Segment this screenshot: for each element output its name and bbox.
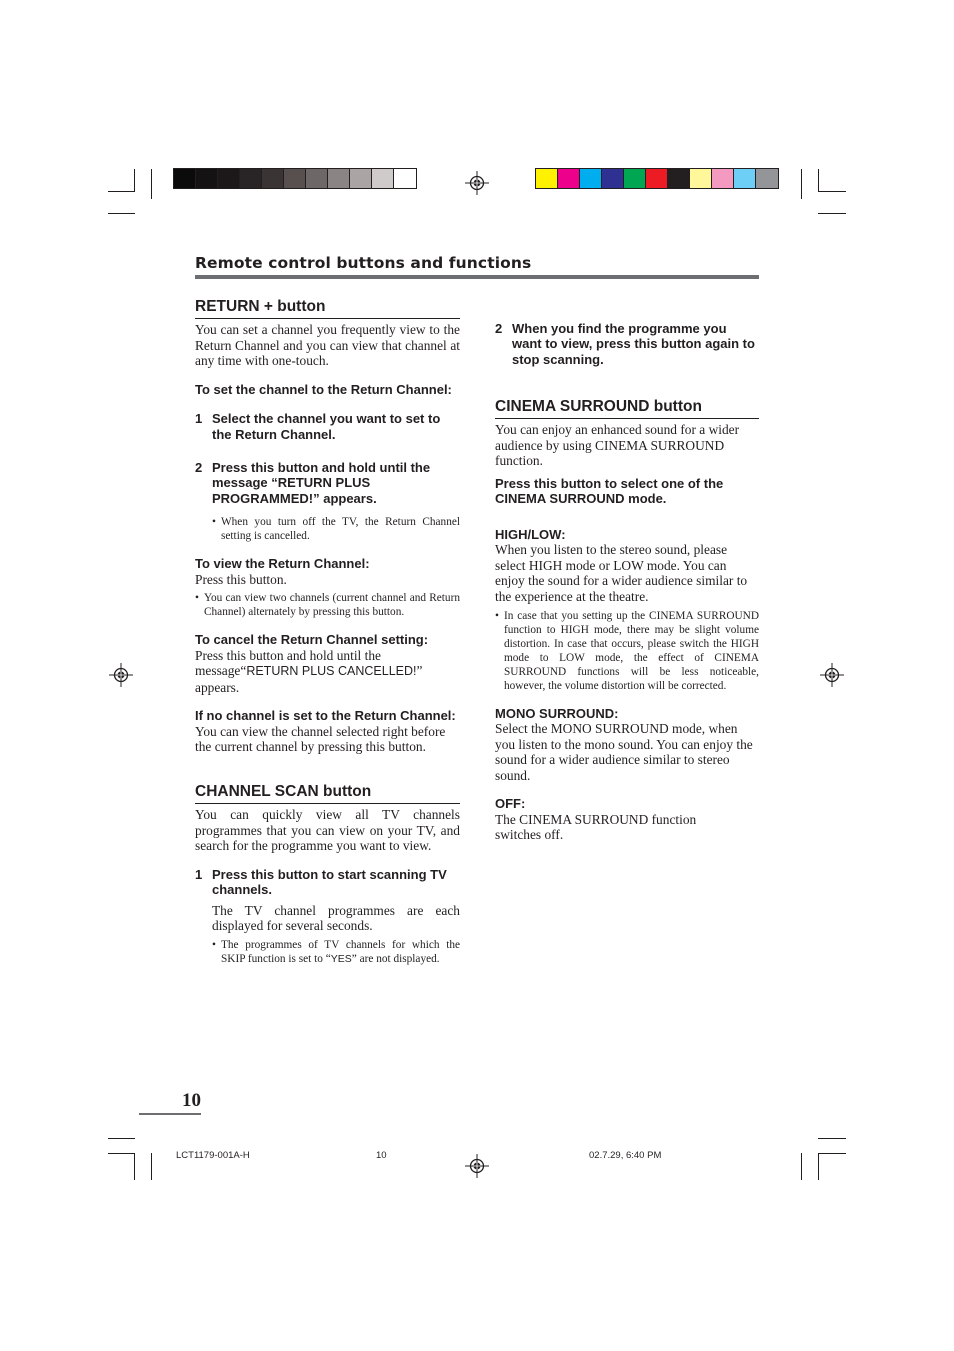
gray-swatch [284,169,306,188]
scan-section [195,782,460,966]
gray-swatch [218,169,240,188]
yes-value: YES [330,952,352,965]
note-text: In case that you setting up the CINEMA SURROUND function to HIGH mode, there may be slight volume distortion. In case that occurs, please switch the HIGH mode to LOW mode, the effect of CINEMA SURROUND functions will be less noticeable, however, the volume distortion will be corrected. [504,609,759,692]
color-calibration-bar [535,168,779,189]
bullet: • [212,938,216,951]
note-part: ” are not displayed. [351,952,440,965]
gray-swatch [240,169,262,188]
cancel-text-part: Press this button and hold until the message“ [195,647,381,679]
cancel-text-part: ” appears. [195,663,423,695]
step-text: Select the channel you want to set to the Return Channel. [212,411,441,442]
color-swatch [756,169,778,188]
off-text: The CINEMA SURROUND function switches off. [495,811,697,843]
footer-doc-code: LCT1179-001A-H [176,1150,250,1161]
scan-intro: You can quickly view all TV channels programmes that you can view on your TV, and search for the programme you want to view. [195,807,460,854]
footer-page: 10 [376,1150,387,1161]
return-cancel-text [195,648,460,696]
cancel-message: RETURN PLUS CANCELLED! [246,664,417,679]
return-section [195,297,460,755]
color-swatch [668,169,690,188]
step-number: 1 [195,866,203,882]
note-text [221,938,460,966]
cinema-section [495,397,759,843]
return-section-title: RETURN + button [195,297,460,319]
cinema-section-title: CINEMA SURROUND button [495,397,759,419]
color-swatch [712,169,734,188]
return-cancel-heading: To cancel the Return Channel setting: [195,632,429,648]
cinema-instruction: Press this button to select one of the CINEMA SURROUND mode. [495,476,724,507]
return-step-2-note [212,515,460,543]
off-heading: OFF: [495,796,526,812]
right-column [495,321,759,843]
registration-mark-icon [465,1154,489,1178]
gray-swatch [196,169,218,188]
scan-section-title: CHANNEL SCAN button [195,782,460,804]
return-set-heading: To set the channel to the Return Channel: [195,381,452,397]
step-number: 2 [495,321,503,336]
registration-mark-icon [465,171,489,195]
registration-mark-icon [820,663,844,687]
color-swatch [536,169,558,188]
gray-swatch [306,169,328,188]
color-swatch [602,169,624,188]
high-low-note [495,609,759,693]
return-step-1 [195,411,460,442]
color-swatch [580,169,602,188]
color-swatch [624,169,646,188]
scan-step-1 [195,867,460,898]
color-swatch [646,169,668,188]
return-nochannel-text: You can view the channel selected right before the current channel by pressing this button. [195,723,446,755]
gray-swatch [174,169,196,188]
registration-mark-icon [109,663,133,687]
note-text: When you turn off the TV, the Return Channel setting is cancelled. [221,516,460,543]
gray-swatch [394,169,416,188]
high-low-heading: HIGH/LOW: [495,526,566,542]
page-header: Remote control buttons and functions [195,254,759,279]
color-swatch [734,169,756,188]
step-text: Press this button to start scanning TV channels. [212,866,447,898]
step-text: When you find the programme you want to view, press this button again to stop scanning. [512,321,755,367]
scan-step-1-text: The TV channel programmes are each displayed for several seconds. [212,902,460,934]
bullet: • [495,609,499,622]
gray-swatch [262,169,284,188]
step-text: Press this button and hold until the message “RETURN PLUS PROGRAMMED!” appears. [212,460,431,506]
note-text: You can view two channels (current channel and Return Channel) alternately by pressing this button. [204,592,460,619]
page-number: 10 [139,1090,201,1115]
scan-step-2 [495,321,759,367]
scan-step-1-note [212,938,460,966]
bullet: • [195,592,199,605]
color-swatch [558,169,580,188]
cinema-intro: You can enjoy an enhanced sound for a wider audience by using CINEMA SURROUND function. [495,422,740,469]
return-step-2 [195,460,460,506]
step-number: 2 [195,460,203,475]
return-view-heading: To view the Return Channel: [195,556,370,572]
high-low-text: When you listen to the stereo sound, please select HIGH mode or LOW mode. You can enjoy the sound for a wider audience similar to the experience at the theatre. [495,542,748,604]
footer-timestamp: 02.7.29, 6:40 PM [589,1150,662,1161]
return-intro: You can set a channel you frequently view to the Return Channel and you can view that channel at any time with one-touch. [195,322,460,369]
color-swatch [690,169,712,188]
gray-ramp-bar [173,168,417,189]
return-nochannel-heading: If no channel is set to the Return Channel: [195,708,456,724]
mono-surround-text: Select the MONO SURROUND mode, when you listen to the mono sound. You can enjoy the sound for a wider audience similar to stereo sound. [495,721,753,783]
note-part: The programmes of TV channels for which the SKIP function is set to “ [221,938,460,965]
gray-swatch [350,169,372,188]
bullet: • [212,516,216,529]
gray-swatch [372,169,394,188]
gray-swatch [328,169,350,188]
return-view-note [195,591,460,619]
mono-surround-heading: MONO SURROUND: [495,705,619,721]
step-number: 1 [195,411,203,427]
left-column [195,297,460,966]
return-view-text: Press this button. [195,571,287,587]
